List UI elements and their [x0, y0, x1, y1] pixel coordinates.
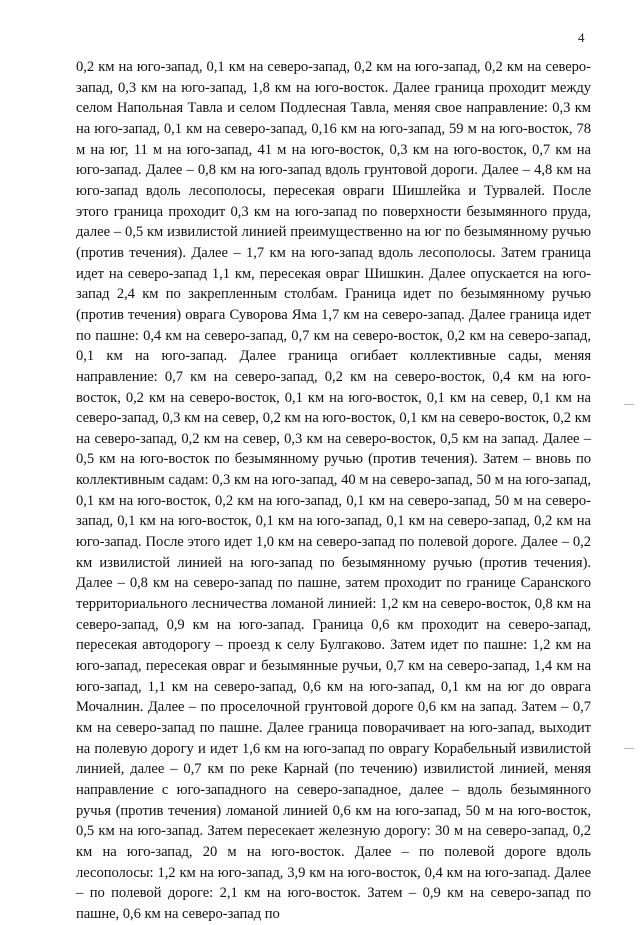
scan-edge-mark	[624, 404, 634, 405]
scan-edge-mark	[624, 748, 634, 749]
body-paragraph: 0,2 км на юго-запад, 0,1 км на северо-запад, 0,2 км на юго-запад, 0,2 км на северо-запад, 0,3 км на юго-запад, 1,8 км на юго-восток. Далее граница проходит между селом Напольная Тавла и селом Подлесная Тавла, меняя свое направление: 0,3 км на юго-запад, 0,1 км на северо-запад, 0,16 км на юго-запад, 59 м на юго-восток, 78 м на юг, 11 м на юго-запад, 41 м на юго-восток, 0,3 км на юго-восток, 0,7 км на юго-запад. Далее – 0,8 км на юго-запад вдоль грунтовой дороги. Далее – 4,8 км на юго-запад вдоль лесополосы, пересекая овраги Шишлейка и Турвалей. После этого граница проходит 0,3 км на юго-запад по поверхности безымянного пруда, далее – 0,5 км извилистой линией преимущественно на юг по безымянному ручью (против течения). Далее – 1,7 км на юго-запад вдоль лесополосы. Затем граница идет на северо-запад 1,1 км, пересекая овраг Шишкин. Далее опускается на юго-запад 2,4 км по закрепленным столбам. Граница идет по безымянному ручью (против течения) оврага Суворова Яма 1,7 км на северо-запад. Далее граница идет по пашне: 0,4 км на северо-запад, 0,7 км на северо-восток, 0,2 км на северо-запад, 0,1 км на юго-запад. Далее граница огибает коллективные сады, меняя направление: 0,7 км на северо-запад, 0,2 км на северо-восток, 0,4 км на юго-восток, 0,2 км на северо-восток, 0,1 км на юго-восток, 0,1 км на север, 0,1 км на северо-запад, 0,3 км на север, 0,2 км на юго-восток, 0,1 км на северо-восток, 0,2 км на северо-запад, 0,2 км на север, 0,3 км на северо-восток, 0,5 км на запад. Далее – 0,5 км на юго-восток по безымянному ручью (против течения). Затем – вновь по коллективным садам: 0,3 км на юго-запад, 40 м на северо-запад, 50 м на юго-запад, 0,1 км на юго-восток, 0,2 км на юго-запад, 0,1 км на северо-запад, 50 м на северо-запад, 0,1 км на юго-восток, 0,1 км на юго-запад, 0,1 км на северо-запад, 0,2 км на юго-запад. После этого идет 1,0 км на северо-запад по полевой дороге. Далее – 0,2 км извилистой линией на юго-запад по безымянному ручью (против течения). Далее – 0,8 км на северо-запад по пашне, затем проходит по границе Саранского территориального лесничества ломаной линией: 1,2 км на северо-восток, 0,8 км на северо-запад, 0,9 км на юго-запад. Граница 0,6 км проходит на северо-запад, пересекая автодорогу – проезд к селу Булгаково. Затем идет по пашне: 1,2 км на юго-запад, пересекая овраг и безымянные ручьи, 0,7 км на северо-запад, 1,4 км на юго-запад, 1,1 км на северо-запад, 0,6 км на юго-запад, 0,1 км на юг до оврага Мочалнин. Далее – по проселочной грунтовой дороге 0,6 км на запад. Затем – 0,7 км на северо-запад по пашне. Далее граница поворачивает на юго-запад, выходит на полевую дорогу и идет 1,6 км на юго-запад по оврагу Корабельный извилистой линией, далее – 0,7 км по реке Карнай (по течению) извилистой линией, меняя направление с юго-западного на северо-западное, далее – вдоль безымянного ручья (против течения) ломаной линией 0,6 км на юго-запад, 50 м на юго-восток, 0,5 км на юго-запад. Затем пересекает железную дорогу: 30 м на северо-запад, 0,2 км на юго-запад, 20 м на юго-восток. Далее – по полевой дороге вдоль лесополосы: 1,2 км на юго-запад, 3,9 км на юго-восток, 0,4 км на юго-запад. Далее – по полевой дороге: 2,1 км на юго-восток. Затем – 0,9 км на северо-запад по пашне, 0,6 км на северо-запад по	[76, 59, 591, 922]
page-number: 4	[578, 30, 585, 45]
